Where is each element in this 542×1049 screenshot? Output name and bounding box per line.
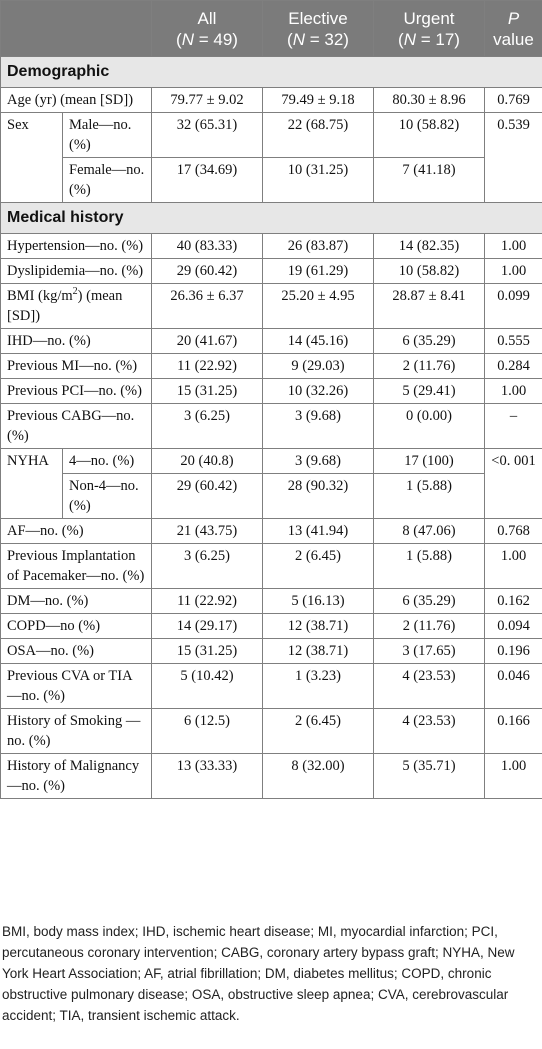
cell-urgent: 4 (23.53) [374, 709, 485, 754]
row-label: Previous Implantation of Pacemaker—no. (%) [1, 544, 152, 589]
table-row [1, 404, 542, 449]
cell-urgent: 3 (17.65) [374, 639, 485, 664]
header-row [1, 1, 542, 57]
cell-elective: 13 (41.94) [263, 519, 374, 544]
table-row [1, 589, 542, 614]
cell-urgent: 6 (35.29) [374, 589, 485, 614]
cell-p: 0.539 [485, 113, 542, 203]
cell-all: 32 (65.31) [152, 113, 263, 158]
cell-urgent: 1 (5.88) [374, 544, 485, 589]
cell-elective: 3 (9.68) [263, 449, 374, 474]
cell-p: 0.166 [485, 709, 542, 754]
cell-urgent: 17 (100) [374, 449, 485, 474]
cell-all: 29 (60.42) [152, 259, 263, 284]
row-label: BMI $(kg/m^2)$ (mean [SD]) [1, 284, 152, 329]
cell-p: 0.046 [485, 664, 542, 709]
header-elective: Elective (N = 32) [263, 1, 374, 57]
section-row-demographic [1, 57, 542, 88]
cell-p: 1.00 [485, 259, 542, 284]
table-row [1, 614, 542, 639]
row-label: DM—no. (%) [1, 589, 152, 614]
cell-urgent: 10 (58.82) [374, 113, 485, 158]
header-p-value: P value [485, 1, 542, 57]
cell-all: 15 (31.25) [152, 379, 263, 404]
table-row [1, 544, 542, 589]
row-label: Age (yr) (mean [SD]) [1, 88, 152, 113]
cell-all: 29 (60.42) [152, 474, 263, 519]
cell-p: 1.00 [485, 234, 542, 259]
group-label-nyha: NYHA [1, 449, 63, 519]
cell-elective: 22 (68.75) [263, 113, 374, 158]
cell-urgent: 80.30 ± 8.96 [374, 88, 485, 113]
cell-elective: 14 (45.16) [263, 329, 374, 354]
cell-urgent: 5 (29.41) [374, 379, 485, 404]
cell-p: – [485, 404, 542, 449]
cell-elective: 2 (6.45) [263, 709, 374, 754]
cell-elective: 10 (32.26) [263, 379, 374, 404]
cell-p: 0.284 [485, 354, 542, 379]
cell-all: 3 (6.25) [152, 404, 263, 449]
cell-urgent: 28.87 ± 8.41 [374, 284, 485, 329]
table-footnote: BMI, body mass index; IHD, ischemic heart disease; MI, myocardial infarction; PCI, percutaneous coronary intervention; CABG, coronary artery bypass graft; NYHA, New York Heart Association; AF, atrial fibrillation; DM, diabetes mellitus; COPD, chronic obstructive pulmonary disease; OSA, obstructive sleep apnea; CVA, cerebrovascular accident; TIA, transient ischemic attack. [2, 924, 515, 1023]
table-row [1, 158, 542, 203]
table-row [1, 354, 542, 379]
table-row [1, 329, 542, 354]
cell-elective: 3 (9.68) [263, 404, 374, 449]
cell-elective: 19 (61.29) [263, 259, 374, 284]
cell-elective: 2 (6.45) [263, 544, 374, 589]
cell-urgent: 1 (5.88) [374, 474, 485, 519]
cell-all: 20 (40.8) [152, 449, 263, 474]
cell-elective: 12 (38.71) [263, 614, 374, 639]
row-label: AF—no. (%) [1, 519, 152, 544]
cell-elective: 8 (32.00) [263, 754, 374, 799]
cell-all: 79.77 ± 9.02 [152, 88, 263, 113]
table-row [1, 379, 542, 404]
cell-p: 0.769 [485, 88, 542, 113]
table-row [1, 284, 542, 329]
table-row [1, 449, 542, 474]
cell-p: <0. 001 [485, 449, 542, 519]
row-label: IHD—no. (%) [1, 329, 152, 354]
cell-elective: 26 (83.87) [263, 234, 374, 259]
cell-all: 40 (83.33) [152, 234, 263, 259]
cell-p: 0.196 [485, 639, 542, 664]
row-label: History of Malignancy—no. (%) [1, 754, 152, 799]
cell-p: 0.555 [485, 329, 542, 354]
table-row [1, 259, 542, 284]
header-all: All (N = 49) [152, 1, 263, 57]
cell-urgent: 10 (58.82) [374, 259, 485, 284]
table-row [1, 639, 542, 664]
cell-all: 14 (29.17) [152, 614, 263, 639]
row-label: Hypertension—no. (%) [1, 234, 152, 259]
cell-p: 1.00 [485, 379, 542, 404]
row-label: Previous PCI—no. (%) [1, 379, 152, 404]
row-label: Female—no. (%) [63, 158, 152, 203]
row-label: History of Smoking —no. (%) [1, 709, 152, 754]
cell-elective: 5 (16.13) [263, 589, 374, 614]
cell-all: 20 (41.67) [152, 329, 263, 354]
cell-urgent: 2 (11.76) [374, 614, 485, 639]
cell-p: 0.099 [485, 284, 542, 329]
cell-p: 0.094 [485, 614, 542, 639]
cell-elective: 79.49 ± 9.18 [263, 88, 374, 113]
row-label: Previous CVA or TIA—no. (%) [1, 664, 152, 709]
cell-all: 17 (34.69) [152, 158, 263, 203]
group-label-sex: Sex [1, 113, 63, 203]
row-label: Previous CABG—no. (%) [1, 404, 152, 449]
cell-elective: 25.20 ± 4.95 [263, 284, 374, 329]
row-label: COPD—no (%) [1, 614, 152, 639]
table-row [1, 709, 542, 754]
cell-all: 15 (31.25) [152, 639, 263, 664]
row-label: Previous MI—no. (%) [1, 354, 152, 379]
table-row [1, 113, 542, 158]
cell-p: 0.768 [485, 519, 542, 544]
cell-all: 11 (22.92) [152, 354, 263, 379]
cell-all: 3 (6.25) [152, 544, 263, 589]
cell-elective: 10 (31.25) [263, 158, 374, 203]
cell-urgent: 8 (47.06) [374, 519, 485, 544]
cell-elective: 9 (29.03) [263, 354, 374, 379]
section-row-medical-history [1, 203, 542, 234]
cell-p: 0.162 [485, 589, 542, 614]
cell-all: 13 (33.33) [152, 754, 263, 799]
row-label: Male—no. (%) [63, 113, 152, 158]
cell-elective: 28 (90.32) [263, 474, 374, 519]
section-title: Demographic [1, 57, 542, 88]
cell-urgent: 6 (35.29) [374, 329, 485, 354]
header-blank [1, 1, 152, 57]
header-urgent: Urgent (N = 17) [374, 1, 485, 57]
row-label: Dyslipidemia—no. (%) [1, 259, 152, 284]
table-row [1, 234, 542, 259]
cell-elective: 1 (3.23) [263, 664, 374, 709]
row-label: Non-4—no. (%) [63, 474, 152, 519]
cell-urgent: 14 (82.35) [374, 234, 485, 259]
cell-urgent: 0 (0.00) [374, 404, 485, 449]
cell-all: 11 (22.92) [152, 589, 263, 614]
cell-all: 5 (10.42) [152, 664, 263, 709]
table-row [1, 754, 542, 799]
row-label: OSA—no. (%) [1, 639, 152, 664]
cell-urgent: 2 (11.76) [374, 354, 485, 379]
cell-urgent: 4 (23.53) [374, 664, 485, 709]
cell-p: 1.00 [485, 544, 542, 589]
table-row [1, 474, 542, 519]
cell-all: 21 (43.75) [152, 519, 263, 544]
section-title: Medical history [1, 203, 542, 234]
table-row [1, 664, 542, 709]
cell-urgent: 5 (35.71) [374, 754, 485, 799]
cell-p: 1.00 [485, 754, 542, 799]
row-label: 4—no. (%) [63, 449, 152, 474]
cell-elective: 12 (38.71) [263, 639, 374, 664]
cell-all: 26.36 ± 6.37 [152, 284, 263, 329]
table-row [1, 519, 542, 544]
cell-urgent: 7 (41.18) [374, 158, 485, 203]
table-row [1, 88, 542, 113]
cell-all: 6 (12.5) [152, 709, 263, 754]
